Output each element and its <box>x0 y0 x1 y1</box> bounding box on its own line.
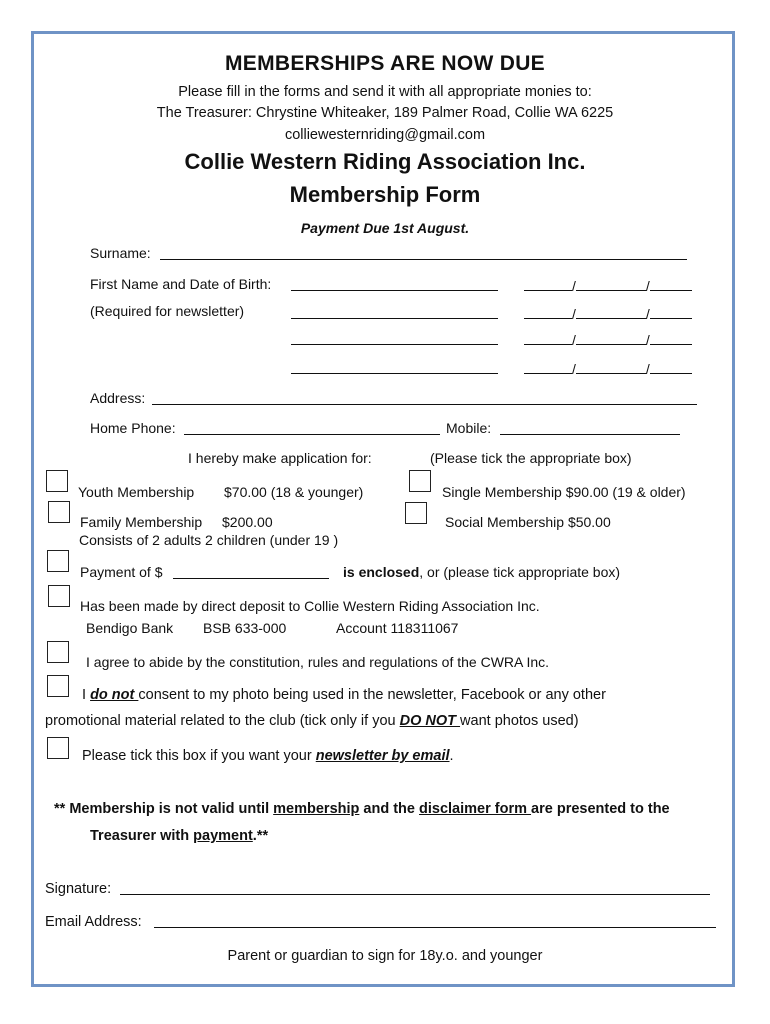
home-phone-label: Home Phone: <box>90 420 176 436</box>
family-membership-checkbox[interactable] <box>48 501 70 523</box>
email-address-label: Email Address: <box>45 914 142 930</box>
family-membership-price: $200.00 <box>222 514 273 530</box>
dob-field[interactable]: / / <box>524 359 692 377</box>
bank-name: Bendigo Bank <box>86 620 174 636</box>
address-field[interactable] <box>152 390 697 405</box>
social-membership-checkbox[interactable] <box>405 502 427 524</box>
dob-field[interactable]: / / <box>524 330 692 348</box>
signature-label: Signature: <box>45 881 112 897</box>
family-membership-label: Family Membership <box>80 514 203 530</box>
direct-deposit-checkbox[interactable] <box>48 585 70 607</box>
youth-membership-checkbox[interactable] <box>46 470 68 492</box>
newsletter-email-label: Please tick this box if you want your newsletter by email. <box>82 748 454 764</box>
youth-membership-label: Youth Membership <box>78 484 195 500</box>
surname-field[interactable] <box>160 245 687 260</box>
enclosed-text: is enclosed, or (please tick appropriate box) <box>343 564 621 580</box>
home-phone-field[interactable] <box>184 420 440 435</box>
first-name-label: First Name and Date of Birth: <box>90 276 272 292</box>
validity-notice: ** Membership is not valid until membership and the disclaimer form are presented to the <box>54 801 670 817</box>
youth-membership-price: $70.00 (18 & younger) <box>224 484 364 500</box>
surname-label: Surname: <box>90 245 151 261</box>
bank-account: Account 118311067 <box>336 620 459 636</box>
payment-enclosed-checkbox[interactable] <box>47 550 69 572</box>
dob-field[interactable]: / / <box>524 276 692 294</box>
newsletter-email-checkbox[interactable] <box>47 737 69 759</box>
first-name-field[interactable] <box>291 359 498 374</box>
bank-bsb: BSB 633-000 <box>203 620 287 636</box>
signature-field[interactable] <box>120 880 710 895</box>
form-title: Membership Form <box>289 182 481 207</box>
single-membership-checkbox[interactable] <box>409 470 431 492</box>
treasurer-address: The Treasurer: Chrystine Whiteaker, 189 Palmer Road, Collie WA 6225 <box>156 105 614 121</box>
first-name-field[interactable] <box>291 276 498 291</box>
payment-due: Payment Due 1st August. <box>300 220 470 236</box>
tick-note: (Please tick the appropriate box) <box>430 450 632 466</box>
mobile-field[interactable] <box>500 420 680 435</box>
photo-consent-checkbox[interactable] <box>47 675 69 697</box>
first-name-field[interactable] <box>291 304 498 319</box>
first-name-field[interactable] <box>291 330 498 345</box>
guardian-note: Parent or guardian to sign for 18y.o. and younger <box>227 948 543 964</box>
constitution-agree-label: I agree to abide by the constitution, rules and regulations of the CWRA Inc. <box>86 654 550 670</box>
family-membership-note: Consists of 2 adults 2 children (under 19 ) <box>79 532 339 548</box>
photo-consent-text-line2: promotional material related to the club (tick only if you DO NOT want photos used) <box>45 713 579 729</box>
application-intro: I hereby make application for: <box>188 450 372 466</box>
payment-amount-field[interactable] <box>173 564 329 579</box>
address-label: Address: <box>90 390 146 406</box>
direct-deposit-label: Has been made by direct deposit to Collie Western Riding Association Inc. <box>80 598 540 614</box>
mobile-label: Mobile: <box>446 420 492 436</box>
dob-field[interactable]: / / <box>524 304 692 322</box>
social-membership-label: Social Membership $50.00 <box>445 514 611 530</box>
contact-email: colliewesternriding@gmail.com <box>284 127 486 143</box>
page-title: MEMBERSHIPS ARE NOW DUE <box>225 52 545 75</box>
photo-consent-text: I do not consent to my photo being used in the newsletter, Facebook or any other <box>82 687 606 703</box>
single-membership-label: Single Membership $90.00 (19 & older) <box>442 484 686 500</box>
association-name: Collie Western Riding Association Inc. <box>184 149 586 174</box>
required-note: (Required for newsletter) <box>90 303 245 319</box>
validity-notice-line2: Treasurer with payment.** <box>90 828 269 844</box>
email-address-field[interactable] <box>154 913 716 928</box>
constitution-agree-checkbox[interactable] <box>47 641 69 663</box>
instruction-text: Please fill in the forms and send it with all appropriate monies to: <box>178 84 592 100</box>
payment-of-label: Payment of $ <box>80 564 163 580</box>
